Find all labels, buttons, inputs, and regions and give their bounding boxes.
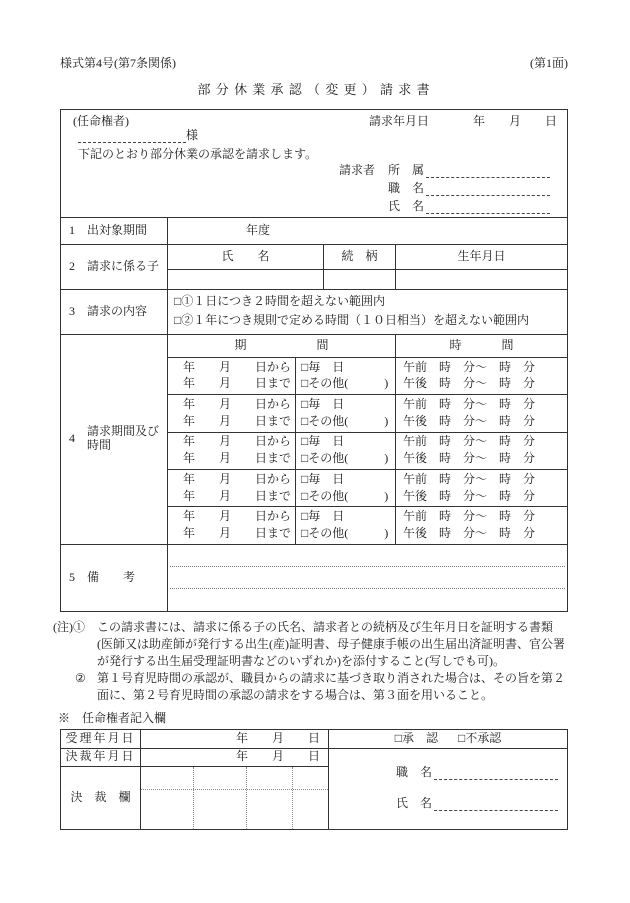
daily-label: 毎 日 xyxy=(308,509,345,524)
period-header: 期 間 xyxy=(168,335,396,357)
period-blocks xyxy=(168,358,567,544)
seal-divider xyxy=(246,767,247,829)
frequency-options xyxy=(296,507,396,543)
row-child xyxy=(61,245,567,290)
am-time: 午前 時 分～ 時 分 xyxy=(403,434,536,449)
request-options xyxy=(168,290,567,334)
row3-label: 3 請求の内容 xyxy=(61,290,168,334)
checkbox-icon[interactable]: □ xyxy=(174,313,182,328)
signer-name-label: 氏 名 xyxy=(396,796,433,811)
form-header xyxy=(61,110,567,218)
decision-date-label: 決裁年月日 xyxy=(61,749,141,767)
signer-position-row xyxy=(396,766,558,780)
child-birth-header: 生年月日 xyxy=(457,248,506,263)
daily-label: 毎 日 xyxy=(308,359,345,374)
period-time-table xyxy=(168,335,567,544)
affiliation-blank[interactable] xyxy=(426,165,550,178)
seal-column-label: 決 裁 欄 xyxy=(61,767,141,829)
pm-time: 午後 時 分～ 時 分 xyxy=(403,488,536,503)
remarks-line[interactable] xyxy=(170,545,565,567)
other-label: その他( ) xyxy=(308,526,389,541)
form-page xyxy=(53,56,568,830)
position-label: 職 名 xyxy=(388,180,425,195)
declaration-text: 下記のとおり部分休業の承認を請求します。 xyxy=(78,146,318,161)
date-from: 年 月 日から xyxy=(182,397,291,412)
date-to: 年 月 日まで xyxy=(182,376,291,391)
period-dates xyxy=(168,395,296,431)
date-to: 年 月 日まで xyxy=(182,526,291,541)
request-form-table xyxy=(60,109,568,612)
option-2-text: ②１年につき規則で定める時間（１０日相当）を超えない範囲内 xyxy=(181,313,530,328)
signer-cell xyxy=(329,749,567,829)
date-to: 年 月 日まで xyxy=(182,451,291,466)
position-blank[interactable] xyxy=(426,183,550,196)
option-1 xyxy=(174,295,567,309)
accept-date-cell[interactable]: 年 月 日 xyxy=(141,730,329,749)
date-to: 年 月 日まで xyxy=(182,488,291,503)
period-block xyxy=(168,432,567,469)
row2-label: 2 請求に係る子 xyxy=(61,245,168,289)
frequency-options xyxy=(296,433,396,469)
option-2 xyxy=(174,314,567,328)
note-2-marker: ② xyxy=(75,670,86,685)
row5-label: 5 備 考 xyxy=(61,545,168,611)
checkbox-icon[interactable]: □ xyxy=(301,359,309,374)
footnotes xyxy=(53,619,568,704)
am-time: 午前 時 分～ 時 分 xyxy=(403,359,536,374)
note-1 xyxy=(53,619,568,670)
am-time: 午前 時 分～ 時 分 xyxy=(403,471,536,486)
note-2-text: 第１号育児時間の承認が、職員からの請求に基づき取り消された場合は、その旨を第２面に、第２号育児時間の承認の請求をする場合は、第３面を用いること。 xyxy=(97,670,566,702)
date-from: 年 月 日から xyxy=(182,434,291,449)
pm-time: 午後 時 分～ 時 分 xyxy=(403,451,536,466)
checkbox-icon[interactable]: □ xyxy=(394,730,402,745)
signer-position-blank[interactable] xyxy=(434,767,558,780)
checkbox-icon[interactable]: □ xyxy=(301,509,309,524)
addressee-line xyxy=(78,129,198,143)
daily-label: 毎 日 xyxy=(308,434,345,449)
remarks-line[interactable] xyxy=(170,567,565,589)
signer-name-row xyxy=(396,797,558,811)
seal-divider xyxy=(141,789,328,790)
reject-label: 不承認 xyxy=(465,730,502,745)
checkbox-icon[interactable]: □ xyxy=(301,413,309,428)
appointer-label: (任命権者) xyxy=(73,113,129,128)
decision-date-cell[interactable]: 年 月 日 xyxy=(141,749,329,767)
date-to: 年 月 日まで xyxy=(182,413,291,428)
request-date-blank[interactable]: 年 月 日 xyxy=(472,113,557,128)
time-range xyxy=(396,470,567,506)
name-blank[interactable] xyxy=(426,201,550,214)
period-dates xyxy=(168,470,296,506)
requester-position-row xyxy=(339,178,550,196)
approve-label: 承 認 xyxy=(401,730,438,745)
note-1-marker: (注)① xyxy=(53,619,85,634)
note-1-text: この請求書には、請求に係る子の氏名、請求者との続柄及び生年月日を証明する書類(医師又は助産師が発行する出生(産)証明書、母子健康手帳の出生届出済証明書、官公署が発行する出生届受理証明書などのいずれか)を添付すること(写しでも可)。 xyxy=(97,619,565,668)
am-time: 午前 時 分～ 時 分 xyxy=(403,509,536,524)
row4-label: 4 請求期間及び時間 xyxy=(61,335,168,544)
date-from: 年 月 日から xyxy=(182,359,291,374)
checkbox-icon[interactable]: □ xyxy=(301,397,309,412)
fiscal-year-label: 年度 xyxy=(246,222,271,237)
child-relation-header: 続 柄 xyxy=(324,245,396,269)
other-label: その他( ) xyxy=(308,488,389,503)
row-request-content xyxy=(61,290,567,335)
pm-time: 午後 時 分～ 時 分 xyxy=(403,413,536,428)
time-range xyxy=(396,358,567,394)
period-dates xyxy=(168,433,296,469)
pm-time: 午後 時 分～ 時 分 xyxy=(403,526,536,541)
pm-time: 午後 時 分～ 時 分 xyxy=(403,376,536,391)
row-remarks xyxy=(61,545,567,611)
addressee-blank[interactable] xyxy=(78,130,186,143)
option-1-text: ①１日につき２時間を超えない範囲内 xyxy=(181,294,386,309)
requester-affiliation-row xyxy=(339,160,550,178)
other-label: その他( ) xyxy=(308,413,389,428)
date-from: 年 月 日から xyxy=(182,471,291,486)
child-table-header xyxy=(168,245,567,270)
time-range xyxy=(396,395,567,431)
appointer-entry-table xyxy=(60,729,568,830)
fiscal-year-cell[interactable] xyxy=(168,218,567,244)
reject-option xyxy=(458,732,501,746)
period-dates xyxy=(168,507,296,543)
checkbox-icon[interactable]: □ xyxy=(301,488,309,503)
signer-name-blank[interactable] xyxy=(434,798,558,811)
frequency-options xyxy=(296,395,396,431)
child-name-header: 氏 名 xyxy=(168,245,324,269)
remarks-area[interactable] xyxy=(168,545,567,611)
daily-label: 毎 日 xyxy=(308,397,345,412)
name-label: 氏 名 xyxy=(388,198,425,213)
child-table-row xyxy=(168,270,567,289)
checkbox-icon[interactable]: □ xyxy=(301,451,309,466)
form-meta xyxy=(60,57,568,71)
form-code: 様式第4号(第7条関係) xyxy=(60,56,176,70)
checkbox-icon[interactable]: □ xyxy=(458,730,466,745)
frequency-options xyxy=(296,470,396,506)
time-header: 時 間 xyxy=(449,337,514,352)
period-time-header xyxy=(168,335,567,358)
addressee-honorific: 様 xyxy=(186,127,199,142)
period-block xyxy=(168,506,567,543)
accept-date-label: 受理年月日 xyxy=(61,730,141,749)
appointer-entry-note: ※ 任命権者記入欄 xyxy=(58,710,167,725)
row-target-period xyxy=(61,218,567,245)
am-time: 午前 時 分～ 時 分 xyxy=(403,397,536,412)
requester-label: 請求者 xyxy=(339,162,376,177)
frequency-options xyxy=(296,358,396,394)
time-range xyxy=(396,507,567,543)
page-number: (第1面) xyxy=(530,56,568,70)
requester-block xyxy=(339,160,550,214)
request-date-label: 請求年月日 xyxy=(369,113,430,128)
checkbox-icon[interactable]: □ xyxy=(301,471,309,486)
seal-divider xyxy=(292,767,293,829)
child-table xyxy=(168,245,567,289)
page-title: 部 分 休 業 承 認 （ 変 更 ） 請 求 書 xyxy=(197,81,431,97)
row1-label: 1 出対象期間 xyxy=(61,218,168,244)
checkbox-icon[interactable]: □ xyxy=(301,376,309,391)
checkbox-icon[interactable]: □ xyxy=(174,294,182,309)
note-2 xyxy=(75,670,568,704)
child-name-cell[interactable] xyxy=(168,270,324,289)
period-block xyxy=(168,394,567,431)
requester-name-row xyxy=(339,196,550,214)
child-relation-cell[interactable] xyxy=(324,270,396,289)
approval-cell xyxy=(329,730,567,749)
period-block xyxy=(168,358,567,394)
daily-label: 毎 日 xyxy=(308,471,345,486)
affiliation-label: 所 属 xyxy=(388,162,425,177)
seal-grid-cell[interactable] xyxy=(141,767,329,829)
row-period-time xyxy=(61,335,567,545)
period-block xyxy=(168,469,567,506)
other-label: その他( ) xyxy=(308,451,389,466)
checkbox-icon[interactable]: □ xyxy=(301,434,309,449)
seal-divider xyxy=(193,767,194,829)
signer-position-label: 職 名 xyxy=(396,765,433,779)
time-range xyxy=(396,433,567,469)
period-dates xyxy=(168,358,296,394)
child-birth-cell[interactable] xyxy=(396,270,567,289)
remarks-line[interactable] xyxy=(170,589,565,610)
approve-option xyxy=(395,732,438,746)
other-label: その他( ) xyxy=(308,376,389,391)
checkbox-icon[interactable]: □ xyxy=(301,526,309,541)
date-from: 年 月 日から xyxy=(182,509,291,524)
